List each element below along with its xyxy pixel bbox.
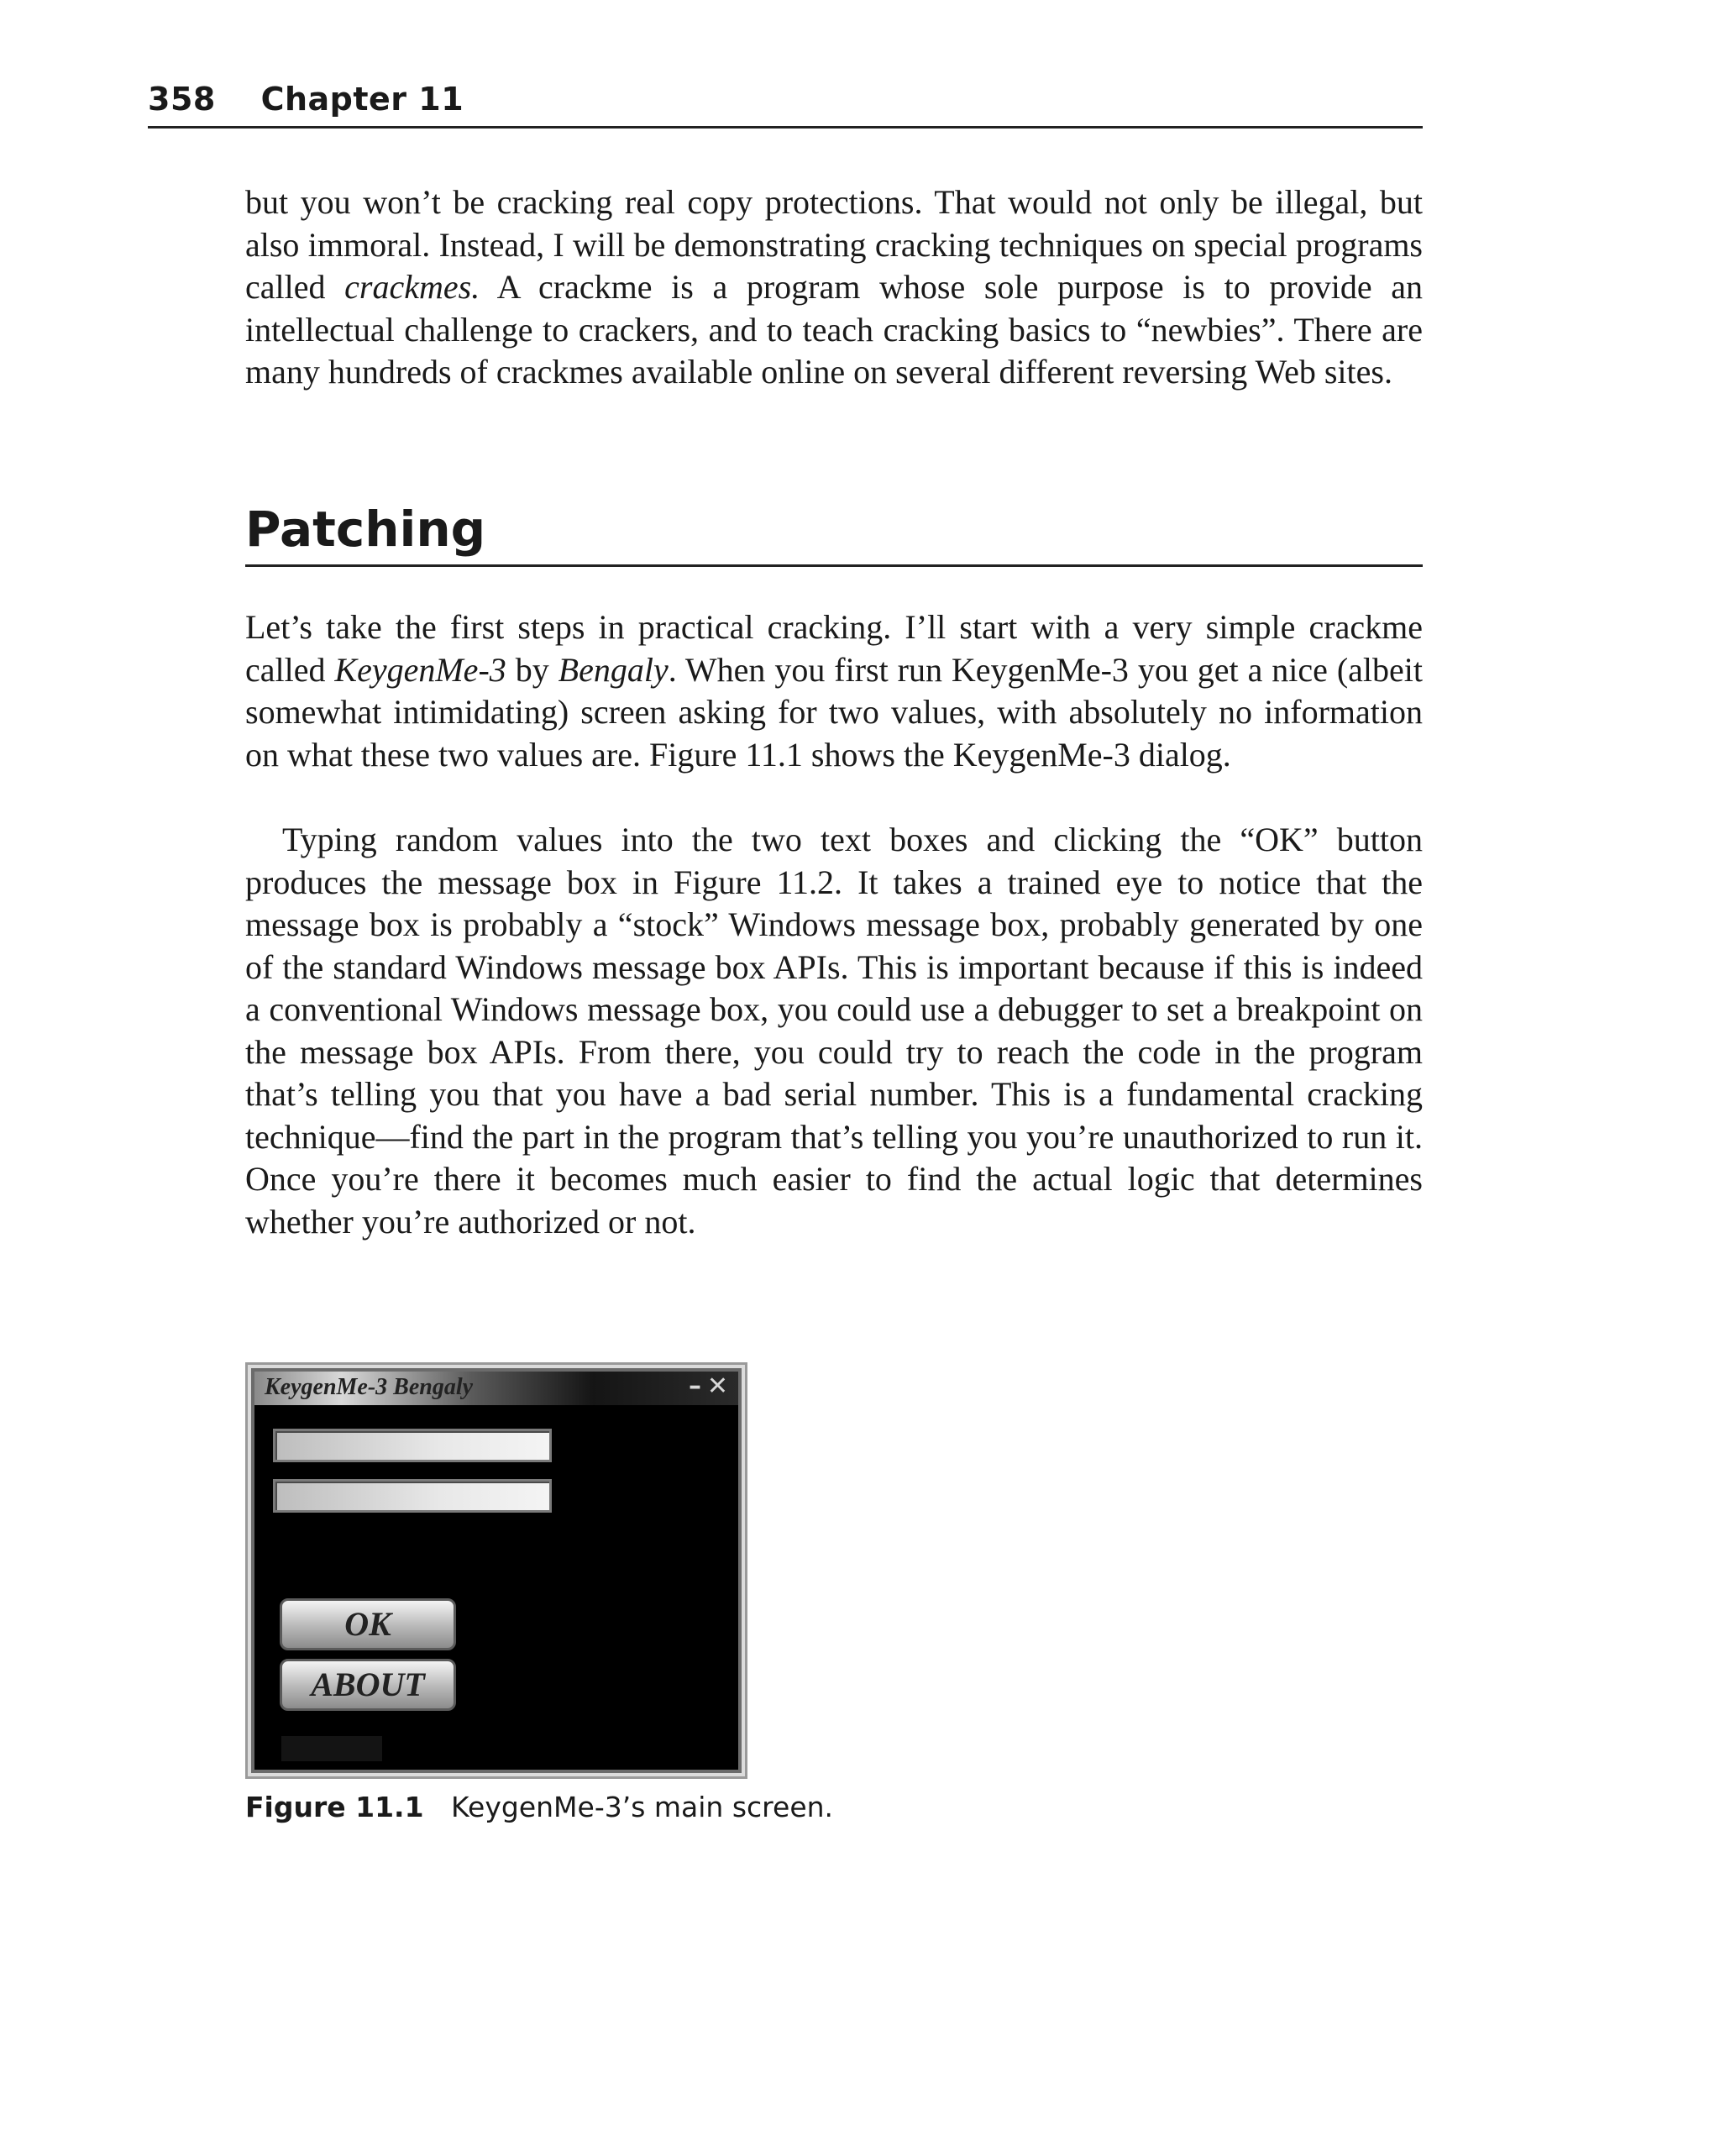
figure-caption: [245, 1791, 833, 1823]
p1-italic-1: KeygenMe-3: [334, 650, 506, 689]
intro-text-2: A crackme is a program whose sole purpose is to provide an intellectual challenge to crackers, and to teach cracking basics to “newbies”. There are many hundreds of crackmes available online on several different reversing Web sites.: [245, 268, 1423, 391]
name-input[interactable]: [273, 1429, 552, 1462]
faint-logo-area: [281, 1736, 382, 1761]
paragraph-2: Typing random values into the two text boxes and clicking the “OK” button produces the message box in Figure 11.2. It takes a trained eye to notice that the message box is probably a “stock” Windows message box, probably generated by one of the standard Windows message box APIs. This is important because if this is indeed a conventional Windows message box, you could use a debugger to set a breakpoint on the message box APIs. From there, you could try to reach the code in the program that’s telling you that you have a bad serial number. This is a fundamental cracking technique—find the part in the program that’s telling you you’re unauthorized to run it. Once you’re there it becomes much easier to find the actual logic that determines whether you’re authorized or not.: [245, 821, 1423, 1241]
caption-label: Figure 11.1: [245, 1791, 424, 1823]
p1-text-2: by: [506, 650, 558, 689]
intro-text-1: but you won’t be cracking real copy protections. That would not only be illegal, but also immoral. Instead, I will be demonstrating cracking techniques on special programs called: [245, 183, 1423, 306]
section-title: Patching: [245, 494, 1423, 567]
paragraph-1: [245, 606, 1423, 776]
p1-text-1: Let’s take the first steps in practical cracking. I’ll start with a very simple crackme called: [245, 608, 1423, 689]
close-icon[interactable]: ✕: [706, 1372, 728, 1401]
page-number: 358: [148, 81, 216, 118]
caption-text: KeygenMe-3’s main screen.: [451, 1791, 834, 1823]
p1-text-3: . When you first run KeygenMe-3 you get a nice (albeit somewhat intimidating) screen asking for two values, with absolutely no information on what these two values are. Figure 11.1 shows the KeygenMe-3 dialog.: [245, 650, 1424, 774]
minimize-icon[interactable]: –: [689, 1372, 701, 1401]
page-header: [148, 81, 1423, 129]
window-title: KeygenMe-3 Bengaly: [265, 1374, 474, 1400]
chapter-label: Chapter 11: [260, 81, 464, 118]
keygenme-window-figure: [245, 1362, 747, 1779]
about-button[interactable]: ABOUT: [280, 1659, 456, 1711]
serial-input[interactable]: [273, 1479, 552, 1513]
ok-button[interactable]: OK: [280, 1598, 456, 1650]
intro-italic: crackmes.: [344, 268, 480, 306]
window-titlebar: [254, 1372, 738, 1405]
intro-paragraph: [245, 181, 1423, 394]
p1-italic-2: Bengaly: [558, 650, 669, 689]
